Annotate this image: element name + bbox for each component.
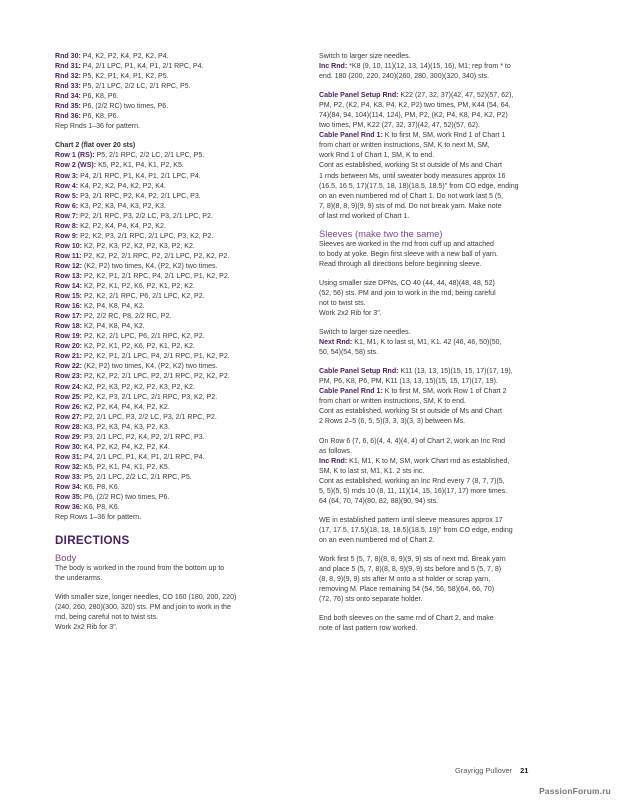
instruction-text: K to first M, SM, work Rnd 1 of Chart 1 [382, 132, 506, 140]
chart-2-row-text: P2, K2, P3, 2/1 LPC, 2/1 RPC, P3, K2, P2. [82, 393, 218, 401]
chart-2-row-label: Row 32: [55, 463, 83, 471]
text-line: as follows. [319, 447, 352, 455]
instruction-label: Next Rnd: [319, 339, 353, 347]
chart-2-row [55, 222, 300, 232]
cable-panel-rnd-1 [319, 131, 564, 161]
instruction-label: Cable Panel Rnd 1: [319, 388, 383, 396]
chart-2-row [55, 212, 300, 222]
chart-2-row-text: K6, P8, K6. [82, 504, 120, 512]
chart-2-row-text: P3, 2/1 RPC, P2, K4, P2, 2/1 LPC, P3. [78, 192, 201, 200]
instruction-text: from chart or written instructions, SM, K to end. [319, 398, 466, 406]
sleeve-cable-rnd-1 [319, 387, 564, 407]
chart-2-row [55, 352, 300, 362]
sleeves-intro [319, 240, 564, 270]
instruction-text: K to first M, SM, work Row 1 of Chart 2 [382, 388, 507, 396]
chart-2-row [55, 483, 300, 493]
chart-1-rnd-text: P4, 2/1 LPC, P1, K4, P1, 2/1 RPC, P4. [80, 63, 204, 71]
chart-2-row-text: P2, K2, P2, 2/1 RPC, P2, 2/1 LPC, P2, K2, P2. [81, 252, 230, 260]
chart-2-row-text: P2, K2, P1, 2/1 RPC, P4, 2/1 LPC, P1, K2, P2. [82, 272, 230, 280]
sleeves-cast-on [319, 279, 564, 319]
text-line: The body is worked in the round from the bottom up to [55, 565, 225, 573]
chart-2-row-text: K3, P2, K3, P4, K3, P2, K3. [78, 202, 166, 210]
body-continue [319, 161, 564, 221]
text-line: Read through all directions before beginning sleeve. [319, 260, 482, 268]
chart-2-row-text: K2, P2, K4, P4, K4, P2, K2. [82, 403, 170, 411]
text-line: Sleeves are worked in the rnd from cuff up and attached [319, 240, 494, 248]
text-line [319, 111, 564, 121]
text-line: not to twist sts. [319, 299, 366, 307]
chart-2-row-text: K2, P2, K1, P2, K6, P2, K1, P2, K2. [82, 343, 195, 351]
chart-2-row-text: K2, P2, K4, P4, K4, P2, K2. [78, 222, 166, 230]
chart-2-row-label: Row 15: [55, 293, 83, 301]
sleeve-inc-intro [319, 437, 564, 457]
chart-2-row-label: Row 20: [55, 343, 83, 351]
sleeve-hold-sts [319, 555, 564, 605]
text-line: (17, 17.5, 17.5)(18, 18, 18.5)(18.5, 19)" from CO edge, ending [319, 526, 513, 534]
switch-needles-note: Switch to larger size needles. [319, 329, 411, 337]
sleeve-inc-repeat [319, 477, 564, 507]
chart-2-row-label: Row 3: [55, 172, 79, 180]
chart-2-row [55, 302, 300, 312]
chart-2-row [55, 372, 300, 382]
chart-2-row-text: P3, 2/1 LPC, P2, K4, P2, 2/1 RPC, P3. [82, 433, 205, 441]
chart-2-row-label: Row 5: [55, 192, 79, 200]
chart-1-rnd-label: Rnd 30: [55, 53, 81, 60]
chart-2-row [55, 202, 300, 212]
chart-2-heading: Chart 2 (flat over 20 sts) [55, 142, 136, 150]
instruction-text: work Rnd 1 of Chart 1, SM, K to end. [319, 152, 435, 160]
chart-2-row-label: Row 21: [55, 353, 83, 361]
chart-2-row-label: Row 13: [55, 272, 83, 280]
chart-2-row-text: P5, 2/1 RPC, 2/2 LC, 2/1 LPC, P5. [94, 152, 205, 160]
text-line [319, 387, 564, 397]
chart-1-rnd [55, 92, 300, 102]
chart-2-row-label: Row 25: [55, 393, 83, 401]
chart-2-row-text: P4, 2/1 LPC, P1, K4, P1, 2/1 RPC, P4. [82, 453, 205, 461]
next-rnd [319, 338, 564, 358]
chart-2-row-label: Row 26: [55, 403, 83, 411]
text-line: rnd, being careful not to twist sts. [55, 614, 159, 622]
instruction-text: K22 (27, 32, 37)(42, 47, 52)(57, 62), [398, 92, 514, 100]
chart-2-row [55, 403, 300, 413]
text-line: 7, 8)(8, 8, 9)(9, 9) sts of rnd. Do not break yarn. Make note [319, 202, 502, 210]
chart-2-row-text: K4, P2, K2, P4, K2, P2, K4. [82, 443, 170, 451]
text-line [319, 467, 564, 477]
instruction-label: Cable Panel Rnd 1: [319, 132, 383, 140]
sleeves-heading: Sleeves (make two the same) [319, 227, 443, 239]
text-line: Cont as established, working an Inc Rnd every 7 (8, 7, 7)(5, [319, 477, 505, 485]
chart-2-row-label: Row 6: [55, 202, 79, 210]
body-heading: Body [55, 552, 77, 564]
chart-2-row [55, 393, 300, 403]
chart-1-rnd [55, 52, 300, 62]
instruction-text: *K8 (9, 10, 11)(12, 13, 14)(15, 16), M1; rep from * to [347, 63, 511, 71]
chart-2-row-label: Row 14: [55, 283, 83, 291]
chart-2-row [55, 503, 300, 513]
chart-2-row-label: Row 11: [55, 252, 82, 260]
chart-1-rnd-text: P6, (2/2 RC) two times, P6. [80, 103, 169, 111]
repeat-note: Rep Rnds 1–36 for pattern. [55, 123, 141, 131]
text-line: (52, 56) sts. PM and join to work in the rnd, being careful [319, 289, 496, 297]
chart-2-row-text: K2, P2, K1, P2, K6, P2, K1, P2, K2. [82, 283, 195, 291]
chart-2-row-text: P2, K2, P1, 2/1 LPC, P4, 2/1 RPC, P1, K2, P2. [82, 353, 230, 361]
chart-2-row-label: Row 28: [55, 423, 83, 431]
chart-2-row-label: Row 4: [55, 182, 79, 190]
chart-2-row-text: P6, (2/2 RC) two times, P6. [82, 494, 170, 502]
chart-2-row [55, 161, 300, 171]
chart-2-row-label: Row 17: [55, 313, 83, 321]
chart-2-row [55, 151, 300, 161]
instruction-label: Inc Rnd: [319, 63, 348, 71]
chart-2-row [55, 232, 300, 242]
chart-2-row-text: P2, 2/2 RC, P8, 2/2 RC, P2. [82, 313, 172, 321]
chart-2-row [55, 292, 300, 302]
instruction-text: PM, P2, (K2, P4, K8, P4, K2, P2) two times, PM, K44 (54, 64, [319, 102, 511, 110]
instruction-text: 74)(84, 94, 104)(114, 124), PM, P2, (K2, P4, K8, P4, K2, P2) [319, 112, 508, 120]
instruction-label: Cable Panel Setup Rnd: [319, 92, 399, 100]
chart-2-row-label: Row 12: [55, 262, 83, 270]
chart-2-row-text: P2, K2, 2/1 LPC, P6, 2/1 RPC, K2, P2. [82, 333, 205, 341]
chart-1-rnd-label: Rnd 33: [55, 83, 81, 91]
instruction-text: K11 (13, 13, 15)(15, 15, 17)(17, 19), [398, 368, 513, 376]
text-line: On Row 6 (7, 6, 6)(4, 4, 4)(4, 4) of Chart 2, work an Inc Rnd [319, 437, 506, 445]
chart-2-row-text: K5, P2, K1, P4, K1, P2, K5. [96, 162, 184, 170]
chart-2-row-label: Row 23: [55, 373, 83, 381]
chart-1-rnd [55, 62, 300, 72]
sleeve-inc-rnd [319, 457, 564, 477]
chart-2-row-label: Row 16: [55, 303, 83, 311]
chart-2-row-text: K3, P2, K3, P4, K3, P2, K3. [82, 423, 170, 431]
instruction-text: two times, PM, K22 (27, 32, 37)(42, 47, 52)(57, 62). [319, 122, 480, 130]
chart-2-row [55, 383, 300, 393]
watermark: PassionForum.ru [539, 786, 611, 796]
chart-2-row-label: Row 19: [55, 333, 83, 341]
instruction-text: PM, P6, K8, P6, PM, K11 (13, 13, 15)(15, 15, 17)(17, 19). [319, 378, 498, 386]
instruction-text: K1, M1, K to last st, M1, K1. 42 (46, 46, 50)(50, [352, 339, 502, 347]
chart-1-rnd [55, 102, 300, 112]
chart-2-row-label: Row 18: [55, 323, 83, 331]
text-line: (72, 76) sts onto separate holder. [319, 596, 423, 604]
chart-2-row-text: P2, K2, 2/1 RPC, P6, 2/1 LPC, K2, P2. [82, 293, 205, 301]
instruction-text: SM, K to last st, M1, K1. 2 sts inc. [319, 467, 425, 475]
chart-2-row-label: Row 22: [55, 363, 83, 371]
text-line: 64 (64, 70, 74)(80, 82, 88)(90, 94) sts. [319, 497, 439, 505]
chart-2-row-text: K6, P8, K6. [82, 483, 120, 491]
chart-2-row-label: Row 29: [55, 433, 83, 441]
chart-2-row-text: K2, P4, K8, P4, K2. [82, 323, 145, 331]
text-line: Work 2x2 Rib for 3". [55, 624, 118, 632]
chart-2-row [55, 262, 300, 272]
text-line [319, 121, 564, 131]
text-line: on an even numbered rnd of Chart 2. [319, 536, 435, 544]
text-line: 2 Rows 2–5 (6, 5, 5)(3, 3, 3)(3, 3) between Ms. [319, 418, 466, 426]
instruction-label: Cable Panel Setup Rnd: [319, 368, 399, 376]
instruction-text: 50, 54)(54, 58) sts. [319, 349, 379, 357]
text-line: (16.5, 16.5, 17)(17.5, 18, 18)(18.5, 18.5)" from CO edge, ending [319, 182, 519, 190]
chart-2-row-label: Row 30: [55, 443, 83, 451]
chart-1-rnd [55, 112, 300, 122]
chart-2-row-label: Row 35: [55, 494, 83, 502]
chart-2-row-label: Row 9: [55, 232, 79, 240]
chart-1-rnd-text: P4, K2, P2, K4, P2, K2, P4. [80, 53, 169, 60]
text-line: to body at yoke. Begin first sleeve with a new ball of yarn. [319, 250, 499, 258]
chart-2-row-label: Row 24: [55, 383, 83, 391]
body-cast-on [55, 593, 300, 633]
chart-2-row-text: K2, P2, K3, P2, K2, P2, K3, P2, K2. [82, 242, 195, 250]
text-line: on an even numbered rnd of Chart 1. Do not work last 5 (5, [319, 192, 504, 200]
chart-2-row [55, 192, 300, 202]
chart-2-row [55, 172, 300, 182]
text-line: Cont as established, working St st outside of Ms and Chart [319, 408, 502, 416]
chart-2-row [55, 252, 300, 262]
sleeve-continue [319, 407, 564, 427]
chart-2-row [55, 362, 300, 372]
chart-2-row-label: Row 33: [55, 473, 83, 481]
text-line: note of last pattern row worked. [319, 625, 418, 633]
text-line: Cont as established, working St st outside of Ms and Chart [319, 162, 502, 170]
page-number: 21 [520, 766, 529, 775]
chart-1-rnd-text: P6, K8, P6. [80, 93, 119, 101]
footer-title: Grayrigg Pullover [455, 766, 513, 775]
chart-1-rnd-label: Rnd 36: [55, 113, 81, 121]
chart-2-row-label: Row 31: [55, 453, 83, 461]
right-column [319, 52, 564, 634]
chart-2-row-label: Row 10: [55, 242, 83, 250]
text-line [319, 348, 564, 358]
chart-2-row-text: P5, 2/1 LPC, 2/2 LC, 2/1 RPC, P5. [82, 473, 192, 481]
cable-panel-setup [319, 91, 564, 131]
text-line: the underarms. [55, 575, 103, 583]
text-line: End both sleeves on the same rnd of Chart 2, and make [319, 615, 494, 623]
text-line: of last rnd worked of Chart 1. [319, 212, 410, 220]
text-line: and place 5 (5, 7, 8)(8, 8, 9)(9, 9) sts before and 5 (5, 7, 8) [319, 566, 502, 574]
chart-2-row [55, 473, 300, 483]
chart-2-row [55, 272, 300, 282]
chart-2-row-text: (K2, P2) two times, K4, (P2, K2) two times. [82, 363, 218, 371]
text-line: Using smaller size DPNs, CO 40 (44, 44, 48)(48, 48, 52) [319, 279, 495, 287]
directions-heading: DIRECTIONS [55, 534, 130, 548]
text-line: With smaller size, longer needles, CO 160 (180, 200, 220) [55, 594, 237, 602]
text-line [319, 131, 564, 141]
chart-2-row-text: K2, P4, K8, P4, K2. [82, 303, 145, 311]
chart-1-rnd [55, 72, 300, 82]
chart-2-row [55, 433, 300, 443]
chart-2-row-text: P2, 2/1 RPC, P3, 2/2 LC, P3, 2/1 LPC, P2. [78, 212, 213, 220]
text-line [319, 457, 564, 467]
chart-2-row [55, 443, 300, 453]
chart-2-row-label: Row 1 (RS): [55, 152, 95, 160]
text-line: removing M. Place remaining 54 (54, 56, 58)(64, 66, 70) [319, 586, 495, 594]
chart-2-row [55, 242, 300, 252]
chart-2-row-label: Row 2 (WS): [55, 162, 97, 170]
chart-2-row-label: Row 36: [55, 504, 83, 512]
chart-2-row [55, 182, 300, 192]
chart-1-rnd-text: P5, 2/1 LPC, 2/2 LC, 2/1 RPC, P5. [80, 83, 191, 91]
chart-2-row [55, 493, 300, 503]
repeat-note: Rep Rows 1–36 for pattern. [55, 514, 142, 522]
text-line: Work first 5 (5, 7, 8)(8, 8, 9)(9, 9) sts of next rnd. Break yarn [319, 555, 506, 563]
text-line [319, 101, 564, 111]
text-line [319, 338, 564, 348]
instruction-text: from chart or written instructions, SM, K to next M, SM, [319, 142, 490, 150]
chart-2-row [55, 453, 300, 463]
switch-needles-note: Switch to larger size needles. [319, 53, 411, 60]
text-line: (8, 8, 9)(9, 9) sts after M onto a st holder or scrap yarn, [319, 576, 491, 584]
instruction-text: end. 180 (200, 220, 240)(260, 280, 300)(320, 340) sts. [319, 73, 490, 81]
chart-2-row-text: (K2, P2) two times, K4, (P2, K2) two times. [82, 262, 218, 270]
sleeve-cable-setup [319, 367, 564, 387]
chart-2-row-text: P2, K2, P3, 2/1 RPC, 2/1 LPC, P3, K2, P2. [78, 232, 214, 240]
chart-1-rnd-text: P5, K2, P1, K4, P1, K2, P5. [80, 73, 169, 81]
text-line [319, 91, 564, 101]
chart-2-row-label: Row 8: [55, 222, 79, 230]
chart-2-row-label: Row 34: [55, 483, 83, 491]
sleeve-work-even [319, 516, 564, 546]
chart-2-row-label: Row 27: [55, 413, 83, 421]
body-intro [55, 564, 300, 584]
text-line [319, 141, 564, 151]
page-footer [455, 766, 528, 775]
text-line [319, 151, 564, 161]
chart-2-row-text: P4, 2/1 RPC, P1, K4, P1, 2/1 LPC, P4. [78, 172, 201, 180]
chart-1-rnd [55, 82, 300, 92]
chart-2-row-text: P2, 2/1 LPC, P3, 2/2 LC, P3, 2/1 RPC, P2. [82, 413, 217, 421]
inc-rnd [319, 62, 564, 82]
chart-2-row-text: K5, P2, K1, P4, K1, P2, K5. [82, 463, 170, 471]
left-column [55, 52, 300, 633]
chart-2-row-text: P2, K2, P2, 2/1 LPC, P2, 2/1 RPC, P2, K2, P2. [82, 373, 230, 381]
chart-2-row-text: K4, P2, K2, P4, K2, P2, K4. [78, 182, 166, 190]
text-line: 1 rnds between Ms, until sweater body measures approx 16 [319, 172, 506, 180]
text-line [319, 397, 564, 407]
instruction-text: K1, M1, K to M, SM, work Chart rnd as established, [347, 457, 510, 465]
chart-2-row [55, 322, 300, 332]
text-line [319, 367, 564, 377]
instruction-label: Inc Rnd: [319, 457, 348, 465]
chart-2-row-label: Row 7: [55, 212, 79, 220]
text-line [319, 62, 564, 72]
text-line [319, 377, 564, 387]
text-line [319, 72, 564, 82]
chart-2-row [55, 332, 300, 342]
chart-2-row [55, 342, 300, 352]
chart-2-row [55, 463, 300, 473]
text-line: Work 2x2 Rib for 3". [319, 310, 382, 318]
chart-1-rnd-label: Rnd 31: [55, 63, 81, 71]
chart-1-rnd-label: Rnd 35: [55, 103, 81, 111]
chart-2-row [55, 282, 300, 292]
text-line: (240, 260, 280)(300, 320) sts. PM and join to work in the [55, 604, 231, 612]
chart-2-row [55, 423, 300, 433]
text-line: WE in established pattern until sleeve measures approx 17 [319, 516, 503, 524]
chart-2-row [55, 312, 300, 322]
chart-2-row-text: K2, P2, K3, P2, K2, P2, K3, P2, K2. [82, 383, 195, 391]
chart-1-rnd-label: Rnd 32: [55, 73, 81, 81]
chart-1-rnd-text: P6, K8, P6. [80, 113, 119, 121]
chart-2-row [55, 413, 300, 423]
text-line: 5, 5)(5, 5) rnds 10 (8, 11, 11)(14, 15, 16)(17, 17) more times. [319, 487, 508, 495]
chart-1-rnd-label: Rnd 34: [55, 93, 81, 101]
sleeve-end-note [319, 614, 564, 634]
